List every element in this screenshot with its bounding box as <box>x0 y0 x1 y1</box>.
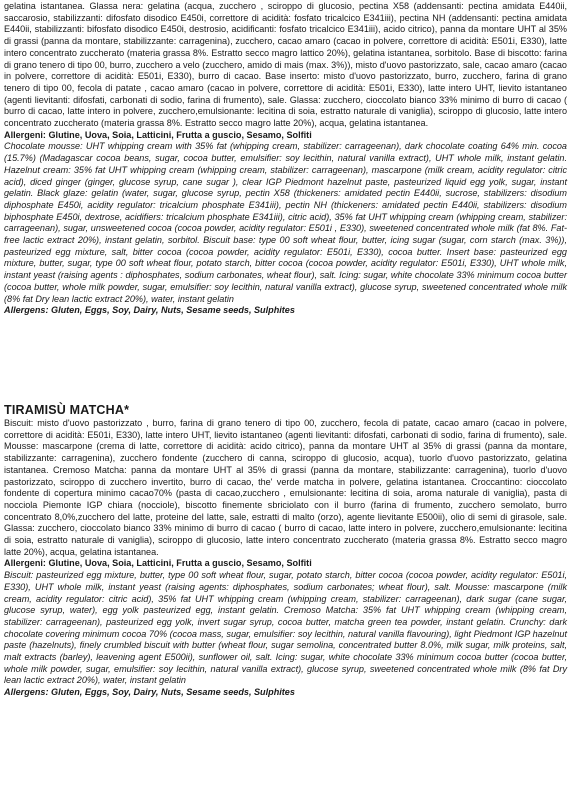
ingredients-english: Chocolate mousse: UHT whipping cream with 35% fat (whipping cream, stabilizer: carrageenan), dark chocolate coating 64% min. cocoa (15.7%) (Madagascar cocoa beans, sugar, cocoa butter, emulsifier: soy lecithin, natural vanilla extract), UHT whole milk, instant gelatin. Hazelnut cream: 35% fat UHT whipping cream (whipping cream, stabilizer: carrageenan), mascarpone (milk cream, acidity regulator: citric acid), diced ginger (ginger, glucose syrup, cane sugar ), clear IGP Piedmont hazelnut paste, pasteurized liquid egg yolk, sugar, instant gelatin. Black glaze: gelatin (water, sugar, glucose syrup, pectin X58 (thickeners: amidated pectin E440ii, sucrose, stabilizers: disodium diphosphate E450i, acidity regulator: tricalcium phosphate E341iii), pectin NH (thickeners: amidated pectin E440ii, stabilizers: disodium biphosphate E450i, dextrose, acidifiers: tricalcium phosphate E341iii), citric acid), 35% fat UHT whipping cream (whipping cream, stabilizer: carrageenan), sugar, unsweetened cocoa (cocoa powder, acidity regulator: E501i , E330), sweetened concentrated whole milk (fat 8%. Fat-free lactic extract 20%), instant gelatin, sorbitol. Biscuit base: type 00 soft wheat flour, butter, icing sugar (sugar, corn starch (max. 3%)), pasteurized egg mixture, salt, bitter cocoa (cocoa powder, acidity regulator: E501i, E330), cocoa butter. Insert base: pasteurized egg mixture, butter, sugar, type 00 soft wheat flour, potato starch, bitter cocoa (cocoa powder, acidity regulator: E501i, E330), UHT whole milk, instant yeast (raising agents : diphosphates, sodium carbonates, wheat flour), salt. Icing: sugar, white chocolate 33% minimum cocoa butter (cocoa butter, whole milk powder, sugar, emulsifier: soy lecithin, natural vanilla extract), glucose syrup, sweetened concentrated whole milk (8% fat Dry lean lactic extract 20%), water, instant gelatin <box>4 141 567 304</box>
product-title: TIRAMISÙ MATCHA* <box>4 403 130 417</box>
allergens-english: Allergens: Gluten, Eggs, Soy, Dairy, Nuts, Sesame seeds, Sulphites <box>4 687 295 698</box>
allergens-italian: Allergeni: Glutine, Uova, Soia, Latticini, Frutta a guscio, Sesamo, Solfiti <box>4 129 312 140</box>
allergens-italian: Allergeni: Glutine, Uova, Soia, Latticini, Frutta a guscio, Sesamo, Solfiti <box>4 558 312 569</box>
allergens-english: Allergens: Gluten, Eggs, Soy, Dairy, Nuts, Sesame seeds, Sulphites <box>4 305 295 316</box>
section-previous-product <box>0 1 571 317</box>
ingredients-english: Biscuit: pasteurized egg mixture, butter, type 00 soft wheat flour, sugar, potato starch, bitter cocoa (cocoa powder, acidity regulator: E501i, E330), UHT whole milk, instant yeast (raising agents: diphosphates, sodium carbonates; wheat flour), salt. Mousse: mascarpone (milk cream, acidity regulator: citric acid), 35% fat UHT whipping cream (whipping cream, stabilizer: carrageenan), dark sugar (cane sugar, glucose syrup, water), egg yolk pasteurized egg, instant gelatin. Cremoso Matcha: 35% fat UHT whipping cream (whipping cream, stabilizer: carrageenan), pasteurized egg yolk, invert sugar syrup, cocoa butter, matcha green tea powder, instant gelatin. Crunchy: dark chocolate covering minimum cocoa 70% (cocoa mass, sugar, emulsifier: soy lecithin, natural vanilla flavouring), light Piedmont IGP hazelnut paste (hazelnuts), finely crumbled biscuit with butter (wheat flour, sugar semolina, concentrated butter 8.0%, milk sugar, milk proteins, salt, malt extracts (barley), leavening agent E500ii), sunflower oil, salt. Icing: sugar, white chocolate 33% minimum cocoa butter (cocoa butter, whole milk powder, sugar, emulsifier: soy lecithin, natural vanilla extract), glucose syrup, sweetened concentrated whole milk (8% fat Dry lean lactic extract 20%), water, instant gelatin <box>4 570 567 686</box>
ingredients-italian: gelatina istantanea. Glassa nera: gelatina (acqua, zucchero , sciroppo di glucosio, pectina X58 (addensanti: pectina amidata E440ii, saccarosio, stabilizzanti: difosfato disodico E450i, correttore di acidità: fosfato tricalcico E341iii), pectina NH (addensanti: pectina amidata E440ii, stabilizzanti: bifosfato disodico E450i, destrosio, acidificanti: fosfato tricalcico E341iii), acido citrico), panna da montare UHT al 35% di grassi (panna da montare, stabilizzante: carragenina), zucchero, cacao amaro (cacao in polvere, correttore di acidità: E501i, E330), latte intero concentrato zuccherato (materia grassa 8%. Estratto secco magro latticо 20%), gelatina istantanea, sorbitolo. Base di biscotto: farina di grano tenero di tipo 00, burro, zucchero a velo (zucchero, amido di mais (max. 3%)), misto d'uovo pastorizzato, sale, cacao amaro (cacao in polvere, correttore di acidità: E501i, E330), burro di cacao. Base inserto: misto d'uovo pastorizzato, burro, zucchero, farina di grano tenero di tipo 00, fecola di patate , cacao amaro (cacao in polvere, correttore di acidità: E501i, E330), latte intero UHT, lievito istantaneo (agenti lievitanti: difosfati, carbonati di sodio, farina di frumento), sale. Glassa: zucchero, cioccolato bianco 33% minimo di burro di cacao ( burro di cacao, latte intero in polvere, zucchero,emulsionante: lecitina di soia, estratto naturale di vaniglia), sciroppo di glucosio, latte intero concentrato zuccherato (materia grassa 8%. Estratto secco magro latte 20%), acqua, gelatina istantanea. <box>4 1 567 129</box>
ingredients-italian: Biscuit: misto d'uovo pastorizzato , burro, farina di grano tenero di tipo 00, zucchero, fecola di patate, cacao amaro (cacao in polvere, correttore di acidità: E501i, E330), latte intero UHT, lievito istantaneo (agenti lievitanti: difosfati, carbonati di sodio, farina di frumento), sale. Mousse: mascarpone (crema di latte, correttore di acidità: acido citrico), panna da montare UHT al 35% di grassi (panna da montare, stabilizzante: carragenina), zucchero fondente (zucchero di canna, sciroppo di glucosio, acqua), tuorlo d'uovo pastorizzato, gelatina istantanea. Cremoso Matcha: panna da montare UHT al 35% di grassi (panna da montare, stabilizzante: carragenina), tuorlo d'uovo pastorizzato, sciroppo di zucchero invertito, burro di cacao, the' verde matcha in polvere, gelatina istantanea. Croccantino: cioccolato fondente di copertura minimo cacao70% (pasta di cacao,zucchero , emulsionante: lecitina di soia, aroma naturale di vaniglia), pasta di nocciola Piemonte IGP chiara (nocciole), biscotto finemente sbriciolato con il burro (farina di frumento, zucchero semolato, burro concentrato 8,0%,zucchero del latte, proteine del latte, sale, estratti di malto (orzo), agente lievitante E500ii), olio di semi di girasole, sale. Glassa: zucchero, cioccolato bianco 33% minimo di burro di cacao ( burro di cacao, latte intero in polvere, zucchero,emulsionante: lecitina di soia, estratto naturale di vaniglia), sciroppo di glucosio, latte intero concentrato zuccherato (materia grassa 8%. Estratto secco magro latte 20%), acqua, gelatina istantanea. <box>4 418 567 557</box>
section-tiramisu-matcha <box>0 403 571 699</box>
